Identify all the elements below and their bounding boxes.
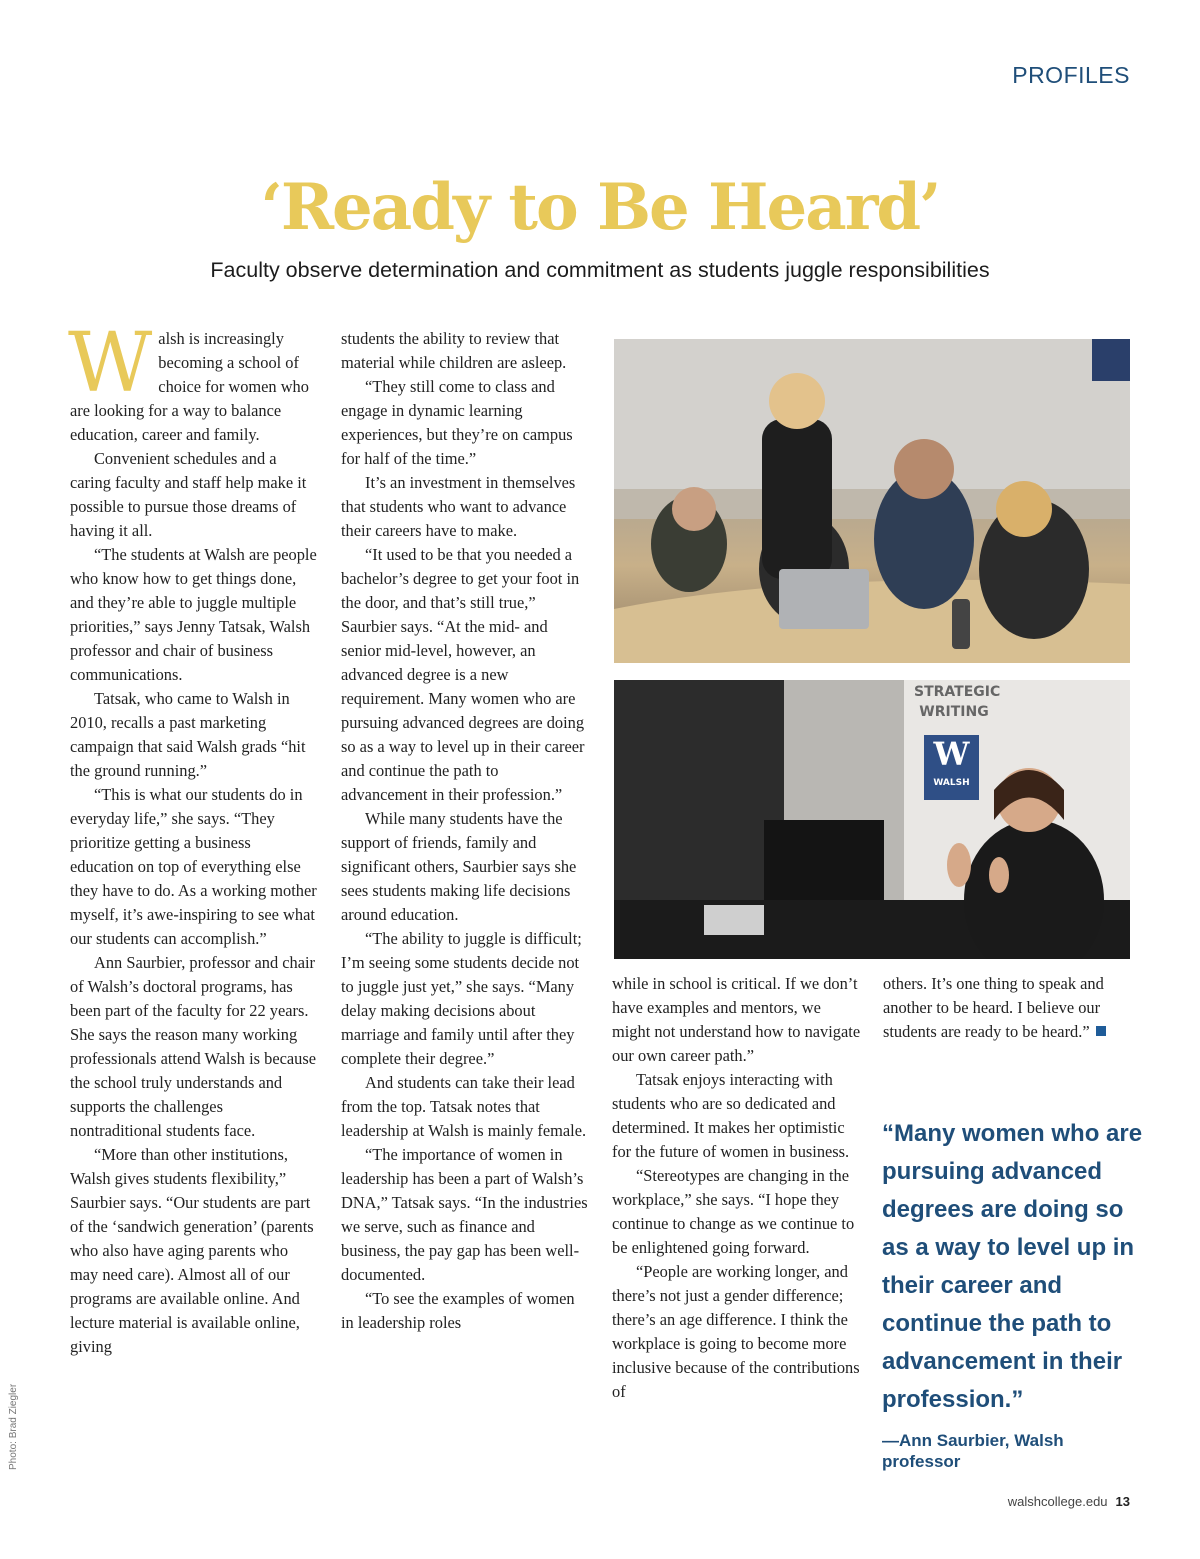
footer-site: walshcollege.edu xyxy=(1007,1494,1108,1509)
page-footer xyxy=(1008,1494,1130,1509)
paragraph: while in school is critical. If we don’t have examples and mentors, we might not understand how to navigate our own career path.” xyxy=(612,974,861,1065)
paragraph: “Stereotypes are changing in the workplace,” she says. “I hope they continue to change as we continue to be enlightened going forward. xyxy=(612,1166,855,1257)
paragraph: Tatsak, who came to Walsh in 2010, recalls a past marketing campaign that said Walsh grads “hit the ground running.” xyxy=(70,689,306,780)
end-mark-icon xyxy=(1096,1026,1106,1036)
paragraph: “It used to be that you needed a bachelor’s degree to get your foot in the door, and that’s still true,” Saurbier says. “At the mid- and senior mid-level, however, an advanced degree is a new requirement. Many women who are pursuing advanced degrees are doing so as a way to level up in their career and continue the path to advancement in their profession.” xyxy=(341,545,585,804)
paragraph: It’s an investment in themselves that students who want to advance their careers have to make. xyxy=(341,473,576,540)
paragraph: alsh is increasingly becoming a school of choice for women who are looking for a way to balance education, career and family. xyxy=(70,329,309,444)
text-column-3 xyxy=(612,972,862,1404)
paragraph: “People are working longer, and there’s not just a gender difference; there’s an age difference. I think the workplace is going to become more inclusive because of the contributions of xyxy=(612,1262,860,1401)
text-column-2 xyxy=(341,327,589,1335)
paragraph: And students can take their lead from the top. Tatsak notes that leadership at Walsh is mainly female. xyxy=(341,1073,587,1140)
pull-quote-attribution: —Ann Saurbier, Walsh professor xyxy=(882,1431,1064,1471)
paragraph: While many students have the support of friends, family and significant others, Saurbier says she sees students making life decisions around education. xyxy=(341,809,577,924)
paragraph: students the ability to review that material while children are asleep. xyxy=(341,329,567,372)
drop-cap: W xyxy=(68,316,153,411)
article-subtitle: Faculty observe determination and commitment as students juggle responsibilities xyxy=(210,258,990,282)
screen-text: STRATEGIC WRITING xyxy=(914,684,1001,720)
pull-quote: “Many women who are pursuing advanced degrees are doing so as a way to level up in their career and continue the path to advancement in their profession.” xyxy=(882,1120,1143,1413)
classroom-photo-illustration xyxy=(614,339,1130,663)
paragraph: Convenient schedules and a caring faculty and staff help make it possible to pursue those dreams of having it all. xyxy=(70,449,307,540)
text-column-1 xyxy=(68,316,318,1359)
paragraph: “To see the examples of women in leadership roles xyxy=(341,1289,575,1332)
lecture-photo xyxy=(614,680,1130,959)
logo-word: WALSH xyxy=(933,778,970,788)
paragraph: “The ability to juggle is difficult; I’m seeing some students decide not to juggle just yet,” she says. “Many delay making decisions about marriage and family until after they complete their degree.” xyxy=(341,929,582,1068)
section-label: PROFILES xyxy=(1012,62,1130,88)
paragraph: Ann Saurbier, professor and chair of Walsh’s doctoral programs, has been part of the faculty for 22 years. She says the reason many working professionals attend Walsh is because the school truly understands and supports the challenges nontraditional students face. xyxy=(70,953,316,1140)
paragraph: “They still come to class and engage in dynamic learning experiences, but they’re on campus for half of the time.” xyxy=(341,377,573,468)
photo-credit: Photo: Brad Ziegler xyxy=(8,1383,19,1470)
page-number: 13 xyxy=(1115,1494,1130,1509)
closing-text: others. It’s one thing to speak and another to be heard. I believe our students are ready to be heard.” xyxy=(883,974,1104,1041)
logo-letter: W xyxy=(933,735,970,773)
paragraph: “This is what our students do in everyday life,” she says. “They prioritize getting a business education on top of everything else they have to do. As a working mother myself, it’s awe-inspiring to see what our students can accomplish.” xyxy=(70,785,317,948)
classroom-photo xyxy=(614,339,1130,663)
paragraph: “The importance of women in leadership has been a part of Walsh’s DNA,” Tatsak says. “In the industries we serve, such as finance and business, the pay gap has been well-documented. xyxy=(341,1145,588,1284)
lecture-photo-illustration xyxy=(614,680,1130,959)
text-column-4 xyxy=(883,972,1133,1044)
article-title: ‘Ready to Be Heard’ xyxy=(260,170,940,245)
paragraph xyxy=(883,972,1133,1044)
paragraph: “More than other institutions, Walsh gives students flexibility,” Saurbier says. “Our students are part of the ‘sandwich generation’ (parents who also have aging parents who may need care). Almost all of our programs are available online. And lecture material is available online, giving xyxy=(70,1145,314,1356)
paragraph: Tatsak enjoys interacting with students who are so dedicated and determined. It makes her optimistic for the future of women in business. xyxy=(612,1070,850,1161)
paragraph: “The students at Walsh are people who know how to get things done, and they’re able to juggle multiple priorities,” says Jenny Tatsak, Walsh professor and chair of business communications. xyxy=(70,545,317,684)
